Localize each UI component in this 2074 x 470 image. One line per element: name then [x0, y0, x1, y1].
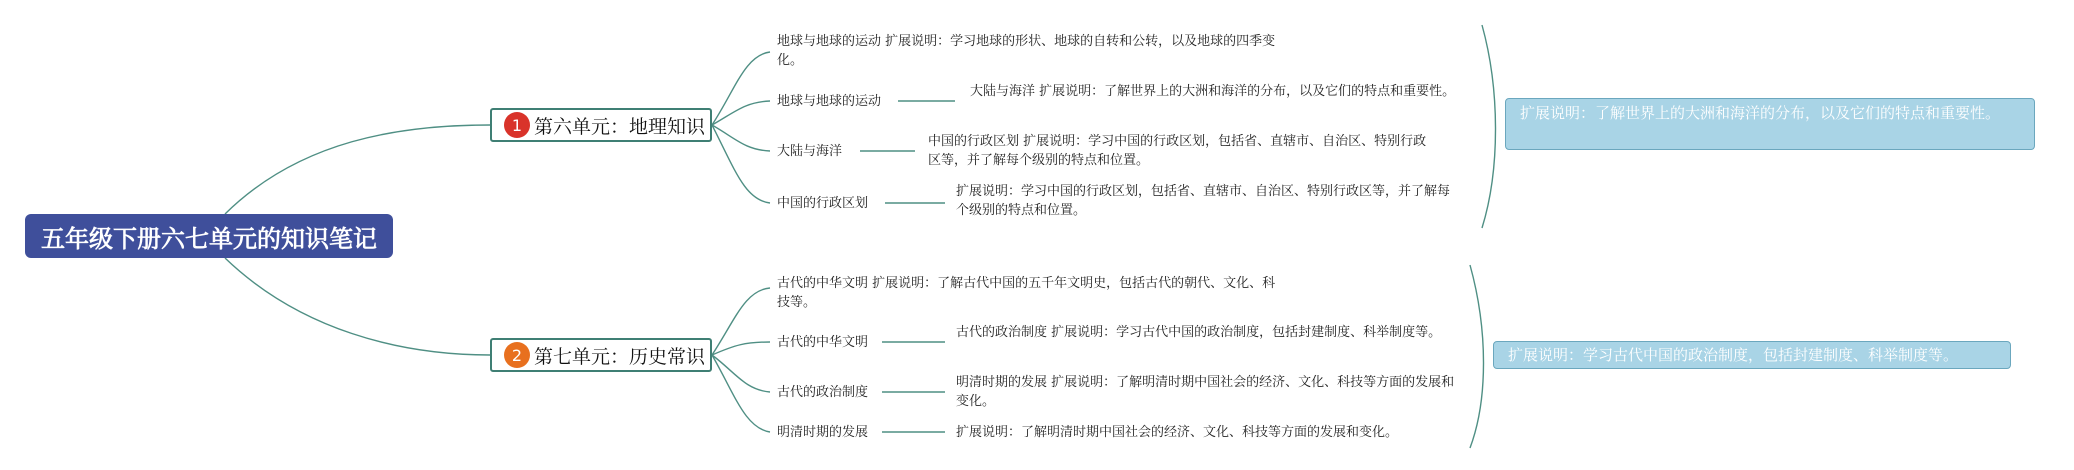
unit-6-item-4[interactable]: 中国的行政区划 — [777, 196, 869, 211]
unit-6-summary[interactable] — [1505, 98, 2035, 150]
unit-6-item-1[interactable]: 地球与地球的运动 扩展说明：学习地球的形状、地球的自转和公转，以及地球的四季变化。 — [777, 34, 1276, 68]
unit-7-detail-1[interactable]: 古代的政治制度 扩展说明：学习古代中国的政治制度，包括封建制度、科举制度等。 — [956, 325, 1442, 340]
unit-6-item-2[interactable]: 地球与地球的运动 — [777, 94, 882, 109]
number-badge-2: 2 — [504, 342, 530, 368]
unit-6-title: 第六单元：地理知识 — [534, 115, 706, 138]
unit-7-detail-3[interactable]: 扩展说明：了解明清时期中国社会的经济、文化、科技等方面的发展和变化。 — [956, 425, 1399, 440]
number-badge-1: 1 — [504, 112, 530, 138]
unit-7-detail-2[interactable]: 明清时期的发展 扩展说明：了解明清时期中国社会的经济、文化、科技等方面的发展和变化。 — [956, 375, 1455, 409]
unit-7-topic[interactable] — [490, 338, 712, 372]
unit-6-topic[interactable] — [490, 108, 712, 142]
unit-7-title: 第七单元：历史常识 — [534, 345, 706, 368]
unit-6-item-3[interactable]: 大陆与海洋 — [777, 144, 843, 159]
root-title: 五年级下册六七单元的知识笔记 — [41, 224, 377, 253]
unit-7-item-1[interactable]: 古代的中华文明 扩展说明：了解古代中国的五千年文明史，包括古代的朝代、文化、科技等。 — [777, 276, 1276, 310]
unit-7-item-2[interactable]: 古代的中华文明 — [777, 335, 869, 350]
root-topic[interactable] — [25, 214, 393, 258]
unit-6-detail-1[interactable]: 大陆与海洋 扩展说明：了解世界上的大洲和海洋的分布，以及它们的特点和重要性。 — [970, 84, 1456, 99]
unit-7-summary[interactable] — [1493, 341, 2011, 369]
unit-6-detail-3[interactable]: 扩展说明：学习中国的行政区划，包括省、直辖市、自治区、特别行政区等，并了解每个级别的特点和位置。 — [956, 184, 1451, 218]
unit-7-summary-text: 扩展说明：学习古代中国的政治制度，包括封建制度、科举制度等。 — [1508, 346, 1959, 364]
unit-7-item-3[interactable]: 古代的政治制度 — [777, 385, 869, 400]
unit-6-summary-text: 扩展说明：了解世界上的大洲和海洋的分布，以及它们的特点和重要性。 — [1520, 104, 2001, 122]
unit-6-detail-2[interactable]: 中国的行政区划 扩展说明：学习中国的行政区划，包括省、直辖市、自治区、特别行政区等，并了解每个级别的特点和位置。 — [928, 134, 1427, 168]
unit-7-item-4[interactable]: 明清时期的发展 — [777, 425, 869, 440]
